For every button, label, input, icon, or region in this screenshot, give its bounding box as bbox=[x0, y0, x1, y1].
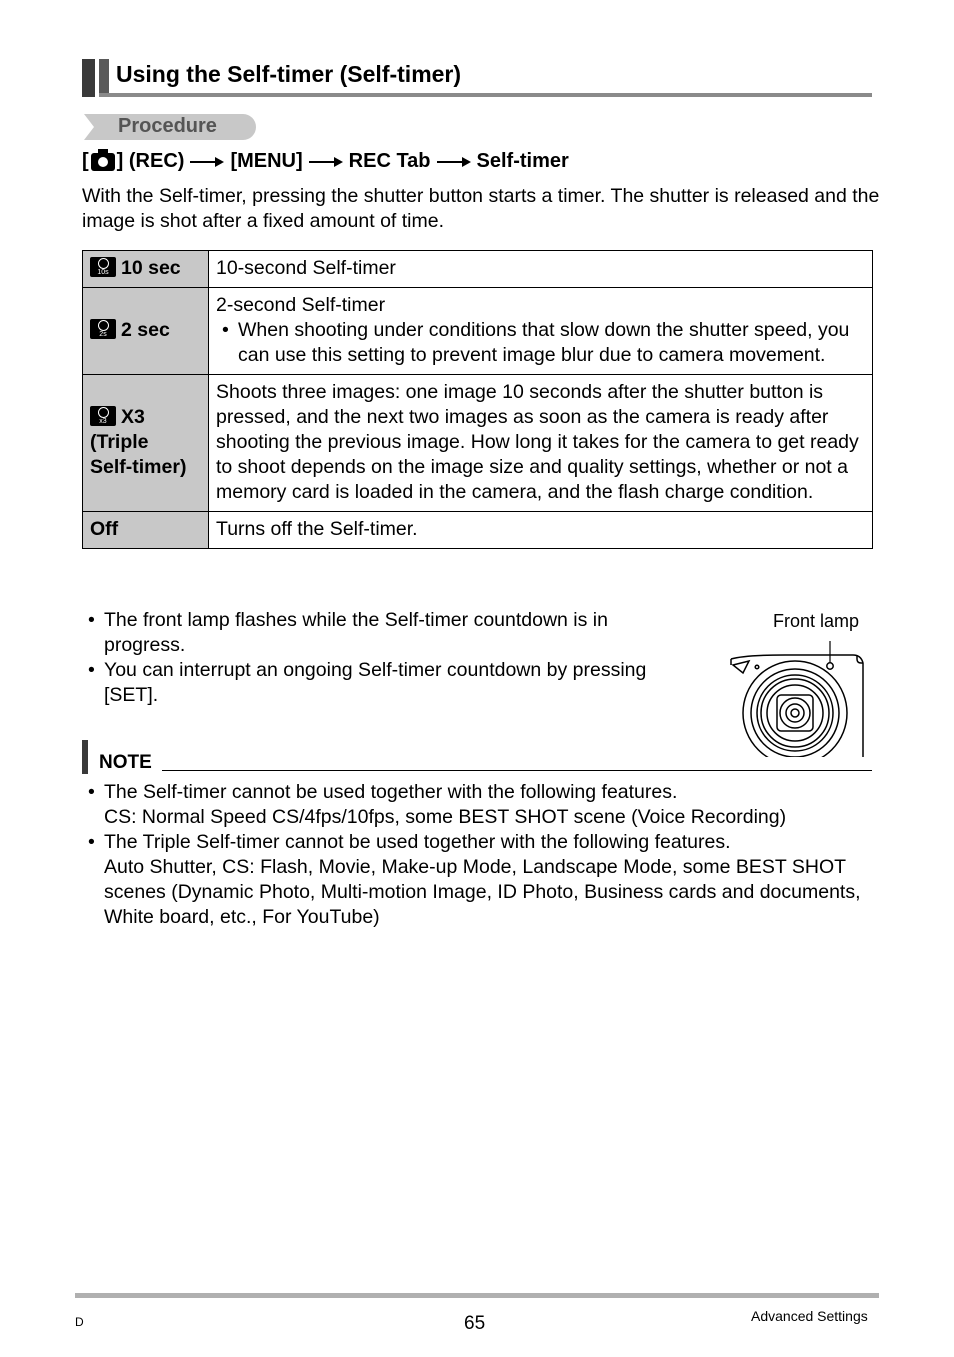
list-item: • When shooting under conditions that slow down the shutter speed, you can use this setting to prevent image blur due to camera movement. bbox=[216, 318, 865, 368]
page-title: Using the Self-timer (Self-timer) bbox=[116, 61, 462, 87]
timer-icon: 2s bbox=[90, 319, 116, 339]
menu-path-self-timer: Self-timer bbox=[476, 150, 569, 172]
note-line: Auto Shutter, CS: Flash, Movie, Make-up Mode, Landscape Mode, some BEST SHOT scenes (Dynamic Photo, Multi-motion Image, ID Photo, Business cards and documents, White board, etc., For YouTube) bbox=[104, 856, 861, 928]
setting-name-line3: Self-timer) bbox=[90, 456, 187, 478]
post-notes bbox=[82, 608, 672, 708]
arrow-right-icon bbox=[190, 157, 224, 167]
table-row bbox=[83, 375, 873, 512]
setting-name: 2 sec bbox=[121, 319, 170, 341]
footer-section: Advanced Settings bbox=[751, 1308, 868, 1324]
menu-path-menu: [MENU] bbox=[230, 150, 303, 172]
page-number: 65 bbox=[464, 1313, 486, 1334]
procedure-tag bbox=[84, 114, 256, 140]
camera-icon bbox=[91, 153, 115, 171]
footer-left: D bbox=[75, 1315, 84, 1329]
note-rule bbox=[162, 770, 872, 771]
footer-rule bbox=[75, 1293, 879, 1298]
heading-bar bbox=[82, 59, 95, 97]
section-heading bbox=[82, 59, 872, 99]
table-row bbox=[83, 512, 873, 549]
note-heading bbox=[82, 740, 872, 774]
note-line: • The Triple Self-timer cannot be used together with the following features. bbox=[104, 831, 731, 853]
menu-path-rec-tab: REC Tab bbox=[348, 150, 431, 172]
front-lamp-label: Front lamp bbox=[773, 611, 860, 631]
setting-name: 10 sec bbox=[121, 257, 181, 279]
setting-name-cell bbox=[83, 288, 209, 375]
note-bar bbox=[82, 740, 88, 774]
setting-desc-cell bbox=[209, 288, 873, 375]
arrow-right-icon bbox=[309, 157, 343, 167]
list-item: • You can interrupt an ongoing Self-timer countdown by pressing [SET]. bbox=[82, 658, 672, 708]
setting-name-line2: (Triple bbox=[90, 431, 149, 453]
procedure-label: Procedure bbox=[118, 115, 217, 137]
settings-table bbox=[82, 250, 873, 549]
setting-desc: 10-second Self-timer bbox=[216, 257, 396, 279]
list-item bbox=[82, 830, 882, 930]
menu-path bbox=[82, 150, 569, 173]
setting-name-cell bbox=[83, 251, 209, 288]
table-row bbox=[83, 251, 873, 288]
list-item: • The front lamp flashes while the Self-timer countdown is in progress. bbox=[82, 608, 672, 658]
menu-path-open: [ bbox=[82, 150, 89, 172]
setting-bullets bbox=[216, 318, 865, 368]
menu-path-rec: ] (REC) bbox=[116, 150, 185, 172]
setting-desc-cell bbox=[209, 375, 873, 512]
arrow-right-icon bbox=[437, 157, 471, 167]
timer-icon: x3 bbox=[90, 406, 116, 426]
setting-desc: Shoots three images: one image 10 seconds after the shutter button is pressed, and the next two images as soon as the camera is ready after shooting the previous image. How long it takes for the camera to get ready to shoot depends on the image size and quality settings, whether or not a memory card is loaded in the camera, and the flash charge condition. bbox=[216, 381, 859, 503]
procedure-notch bbox=[84, 114, 94, 140]
note-label: NOTE bbox=[99, 752, 152, 773]
heading-rule bbox=[99, 93, 872, 97]
setting-name: X3 bbox=[121, 406, 145, 428]
setting-name-cell bbox=[83, 375, 209, 512]
note-line: CS: Normal Speed CS/4fps/10fps, some BEST SHOT scene (Voice Recording) bbox=[104, 806, 787, 828]
setting-desc: Turns off the Self-timer. bbox=[216, 518, 418, 540]
note-list bbox=[82, 780, 882, 930]
setting-desc: 2-second Self-timer bbox=[216, 294, 386, 316]
intro-text: With the Self-timer, pressing the shutter button starts a timer. The shutter is released and the image is shot after a fixed amount of time. bbox=[82, 185, 880, 232]
setting-name-cell bbox=[83, 512, 209, 549]
setting-desc-cell bbox=[209, 251, 873, 288]
timer-icon: 10s bbox=[90, 257, 116, 277]
list-item bbox=[82, 780, 882, 830]
setting-desc-cell bbox=[209, 512, 873, 549]
table-row bbox=[83, 288, 873, 375]
setting-name: Off bbox=[90, 518, 119, 540]
heading-bar bbox=[99, 59, 109, 97]
note-line: • The Self-timer cannot be used together with the following features. bbox=[104, 781, 678, 803]
